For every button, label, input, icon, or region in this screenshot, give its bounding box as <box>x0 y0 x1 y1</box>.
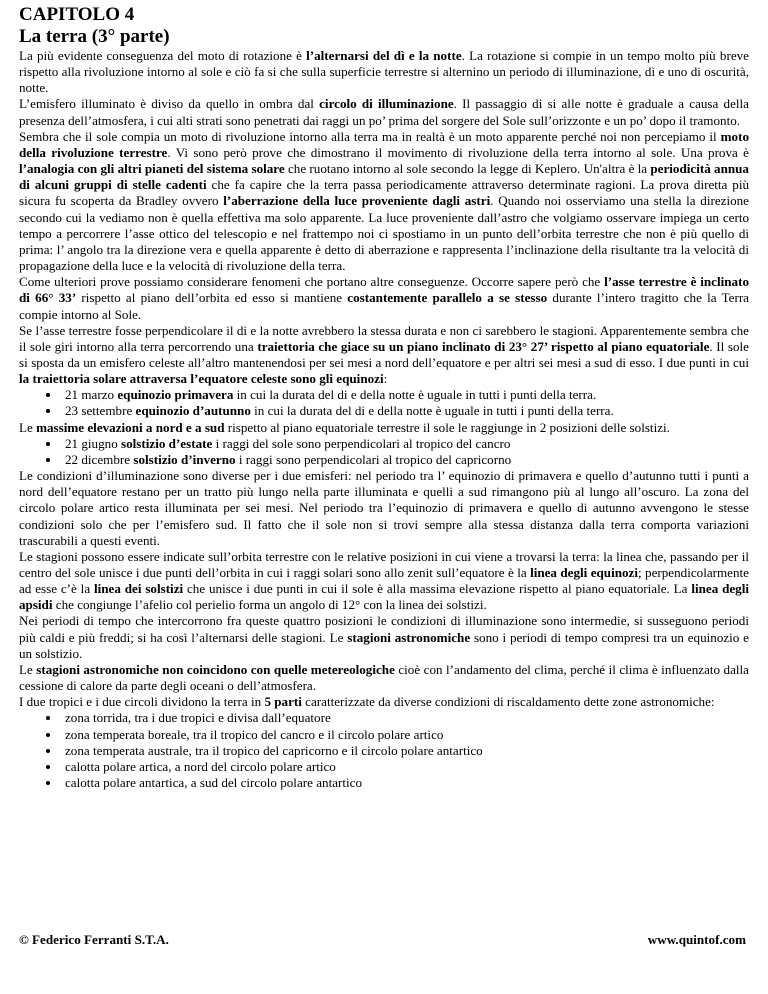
text-run: in cui la durata del di e della notte è uguale in tutti i punti della terra. <box>250 403 614 419</box>
text-run: : <box>383 371 388 387</box>
bold-text: solstizio d’estate <box>121 435 213 451</box>
document-page <box>19 4 749 791</box>
bold-text: equinozio d’autunno <box>135 403 251 419</box>
paragraph <box>19 129 749 274</box>
text-run: ; perpendicolarmente ad esse c’è la <box>19 565 749 597</box>
zones-list <box>19 710 749 791</box>
paragraph <box>19 96 749 128</box>
text-run: Sembra che il sole compia un moto di rivoluzione intorno alla terra ma in realtà è un moto apparente perché noi non percepiamo il <box>19 128 721 144</box>
text-run: sono i periodi di tempo compresi tra un equinozio e un solstizio. <box>19 629 749 661</box>
paragraph <box>19 323 749 388</box>
list-item: • zona temperata australe, tra il tropico del capricorno e il circolo polare antartico <box>61 743 749 759</box>
bold-text: l’analogia con gli altri pianeti del sistema solare <box>19 161 285 177</box>
list-item <box>61 436 749 452</box>
solstice-list <box>19 436 749 468</box>
text-run: rispetto al piano dell’orbita ed esso si mantiene <box>76 290 348 306</box>
paragraph <box>19 613 749 661</box>
bold-text: 5 parti <box>264 694 302 710</box>
list-item: • zona temperata boreale, tra il tropico del cancro e il circolo polare artico <box>61 727 749 743</box>
list-item <box>61 452 749 468</box>
equinox-list <box>19 387 749 419</box>
paragraph <box>19 694 749 710</box>
text-run: Le stagioni possono essere indicate sull’orbita terrestre con le relative posizioni in cui viene a trovarsi la terra: la linea che, passando per il centro del sole unisce i due punti dell’orbita in cui i raggi solari sono allo zenit sull’equatore è la <box>19 548 749 580</box>
text-run: 23 settembre <box>65 403 136 419</box>
bold-text: stagioni astronomiche <box>347 629 471 645</box>
text-run: che fa capire che la terra passa periodicamente attraverso determinate ragioni. La prova diretta più sicura fu scoperta da Bradley ovvero <box>19 177 750 209</box>
text-run: cioè con l’andamento del clima, perché il clima è influenzato dalla cessione di calore da parte degli oceani o dell’atmosfera. <box>19 661 749 694</box>
bold-text: massime elevazioni a nord e a sud <box>36 419 225 435</box>
list-item <box>61 403 749 419</box>
bold-text: costantemente parallelo a se stesso <box>347 290 548 306</box>
bold-text: l’asse terrestre è inclinato di 66° 33’ <box>19 274 749 306</box>
footer-website: www.quintof.com <box>647 932 746 947</box>
text-run: Le <box>19 661 37 677</box>
paragraph <box>19 274 749 322</box>
bold-text: periodicità annua di alcuni gruppi di stelle cadenti <box>19 161 749 193</box>
text-run: rispetto al piano equatoriale terrestre il sole le raggiunge in 2 posizioni delle solstizi. <box>224 419 670 435</box>
bold-text: circolo di illuminazione <box>319 96 454 112</box>
bold-text: equinozio primavera <box>117 387 234 403</box>
text-run: i raggi del sole sono perpendicolari al tropico del cancro <box>212 435 511 451</box>
text-run: che congiunge l’afelio col perielio forma un angolo di 12° con la linea dei solstizi. <box>52 597 487 613</box>
list-item: • zona torrida, tra i due tropici e divisa dall’equatore <box>61 710 749 726</box>
paragraph <box>19 549 749 614</box>
text-run: 21 marzo <box>65 387 118 403</box>
bold-text: traiettoria che giace su un piano inclinato di 23° 27’ rispetto al piano equatoriale <box>257 338 710 354</box>
document-body <box>19 48 749 791</box>
bold-text: moto della rivoluzione terrestre <box>19 128 749 160</box>
text-run: . Quando noi osserviamo una stella la direzione secondo cui la vediamo non è quella effettiva ma solo apparente. La luce proveniente dall’astro che volgiamo osservare impiega un certo tempo a percorrere l’asse ottico del telescopio e nel frattempo noi ci spostiamo in un punto dell’orbita terrestre che non è più quello di prima: l’ angolo tra la direzione vera e quella apparente è detto di aberrazione e rappresenta l’inclinazione della risultante tra la velocità di propagazione della luce e la velocità di rivoluzione della terra. <box>19 193 749 274</box>
text-run: che unisce i due punti in cui il sole è alla massima elevazione rispetto al piano equatoriale. La <box>183 581 692 597</box>
bold-text: la traiettoria solare attraversa l’equatore celeste sono gli equinozi <box>19 371 384 387</box>
bold-text: l’aberrazione della luce proveniente dagli astri <box>223 193 491 209</box>
text-run: . Vi sono però prove che dimostrano il movimento di rivoluzione della terra intorno al sole. Una prova è <box>167 144 749 160</box>
paragraph <box>19 662 749 694</box>
text-run: Le <box>19 419 37 435</box>
text-run: i raggi sono perpendicolari al tropico del capricorno <box>235 451 512 467</box>
bold-text: linea dei solstizi <box>93 581 184 597</box>
text-run: 21 giugno <box>65 435 122 451</box>
text-run: Nei periodi di tempo che intercorrono fra queste quattro posizioni le condizioni di illuminazione sono intermedie, si susseguono periodi più caldi e più freddi; si ha così l’alternarsi delle stagioni. Le <box>19 613 749 645</box>
text-run: La più evidente conseguenza del moto di rotazione è <box>19 48 307 63</box>
bold-text: stagioni astronomiche non coincidono con quelle metereologiche <box>36 661 395 677</box>
text-run: in cui la durata del di e della notte è uguale in tutti i punti della terra. <box>233 387 597 403</box>
chapter-title: La terra (3° parte) <box>19 26 170 47</box>
text-run: L’emisfero illuminato è diviso da quello in ombra dal <box>19 96 320 112</box>
bold-text: linea degli equinozi <box>530 565 638 580</box>
chapter-number: CAPITOLO 4 <box>19 4 135 25</box>
list-item: • calotta polare antartica, a sud del circolo polare antartico <box>61 775 749 791</box>
paragraph <box>19 468 749 549</box>
paragraph <box>19 420 749 436</box>
list-item <box>61 387 749 403</box>
text-run: caratterizzate da diverse condizioni di riscaldamento dette zone astronomiche: <box>301 694 715 710</box>
bold-text: linea degli apsidi <box>19 581 750 613</box>
text-run: Se l’asse terrestre fosse perpendicolare il di e la notte avrebbero la stessa durata e non ci sarebbero le stagioni. Apparentemente sembra che il sole giri intorno alla terra percorrendo una <box>19 322 749 354</box>
text-run: . La rotazione si compie in un tempo molto più breve rispetto alla rivoluzione intorno al sole e ciò fa si che sulla superficie terrestre si alternino un periodo di illuminazione, dì e uno di oscurità, notte. <box>19 48 749 96</box>
text-run: . Il passaggio di si alle notte è graduale a causa della presenza dell’atmosfera, i cui alti strati sono penetrati dai raggi un po’ prima del sorgere del Sole sull’orizzonte e un po’ dopo il tramonto. <box>19 96 749 128</box>
text-run: che ruotano intorno al sole secondo la legge di Keplero. Un'altra è la <box>284 161 651 177</box>
page-footer <box>19 932 746 948</box>
bold-text: l’alternarsi del dì e la notte <box>306 48 462 63</box>
text-run: 22 dicembre <box>65 451 134 467</box>
bold-text: solstizio d’inverno <box>133 451 236 467</box>
text-run: . Il sole si sposta da un emisfero celeste all’altro mantenendosi per sei mesi a nord dell’equatore e per altri sei mesi a sud di esso. I due punti in cui <box>19 338 749 370</box>
text-run: Come ulteriori prove possiamo considerare fenomeni che portano altre conseguenze. Occorre sapere però che <box>19 274 605 290</box>
text-run: Le condizioni d’illuminazione sono diverse per i due emisferi: nel periodo tra l’ equinozio di primavera e quello d’autunno tutti i punti a nord dell’equatore restano per un tratto più lungo nella parte illuminata e quelli a sud rimangono più al lungo all’oscuro. La zona del circolo polare artico resta illuminata per sei mesi. Nel periodo tra l’equinozio di primavera e quello di autunno avvengono le stesse condizioni solo che per l’emisfero sud. Il fatto che il sole non si trovi sempre alla stessa distanza dalla terra comporta variazioni trascurabili a questi eventi. <box>19 468 749 548</box>
list-item: • calotta polare artica, a nord del circolo polare artico <box>61 759 749 775</box>
paragraph <box>19 48 749 96</box>
footer-copyright: © Federico Ferranti S.T.A. <box>19 932 169 947</box>
text-run: I due tropici e i due circoli dividono la terra in <box>19 694 265 710</box>
text-run: durante l’intero tragitto che la Terra compie intorno al Sole. <box>19 290 749 322</box>
